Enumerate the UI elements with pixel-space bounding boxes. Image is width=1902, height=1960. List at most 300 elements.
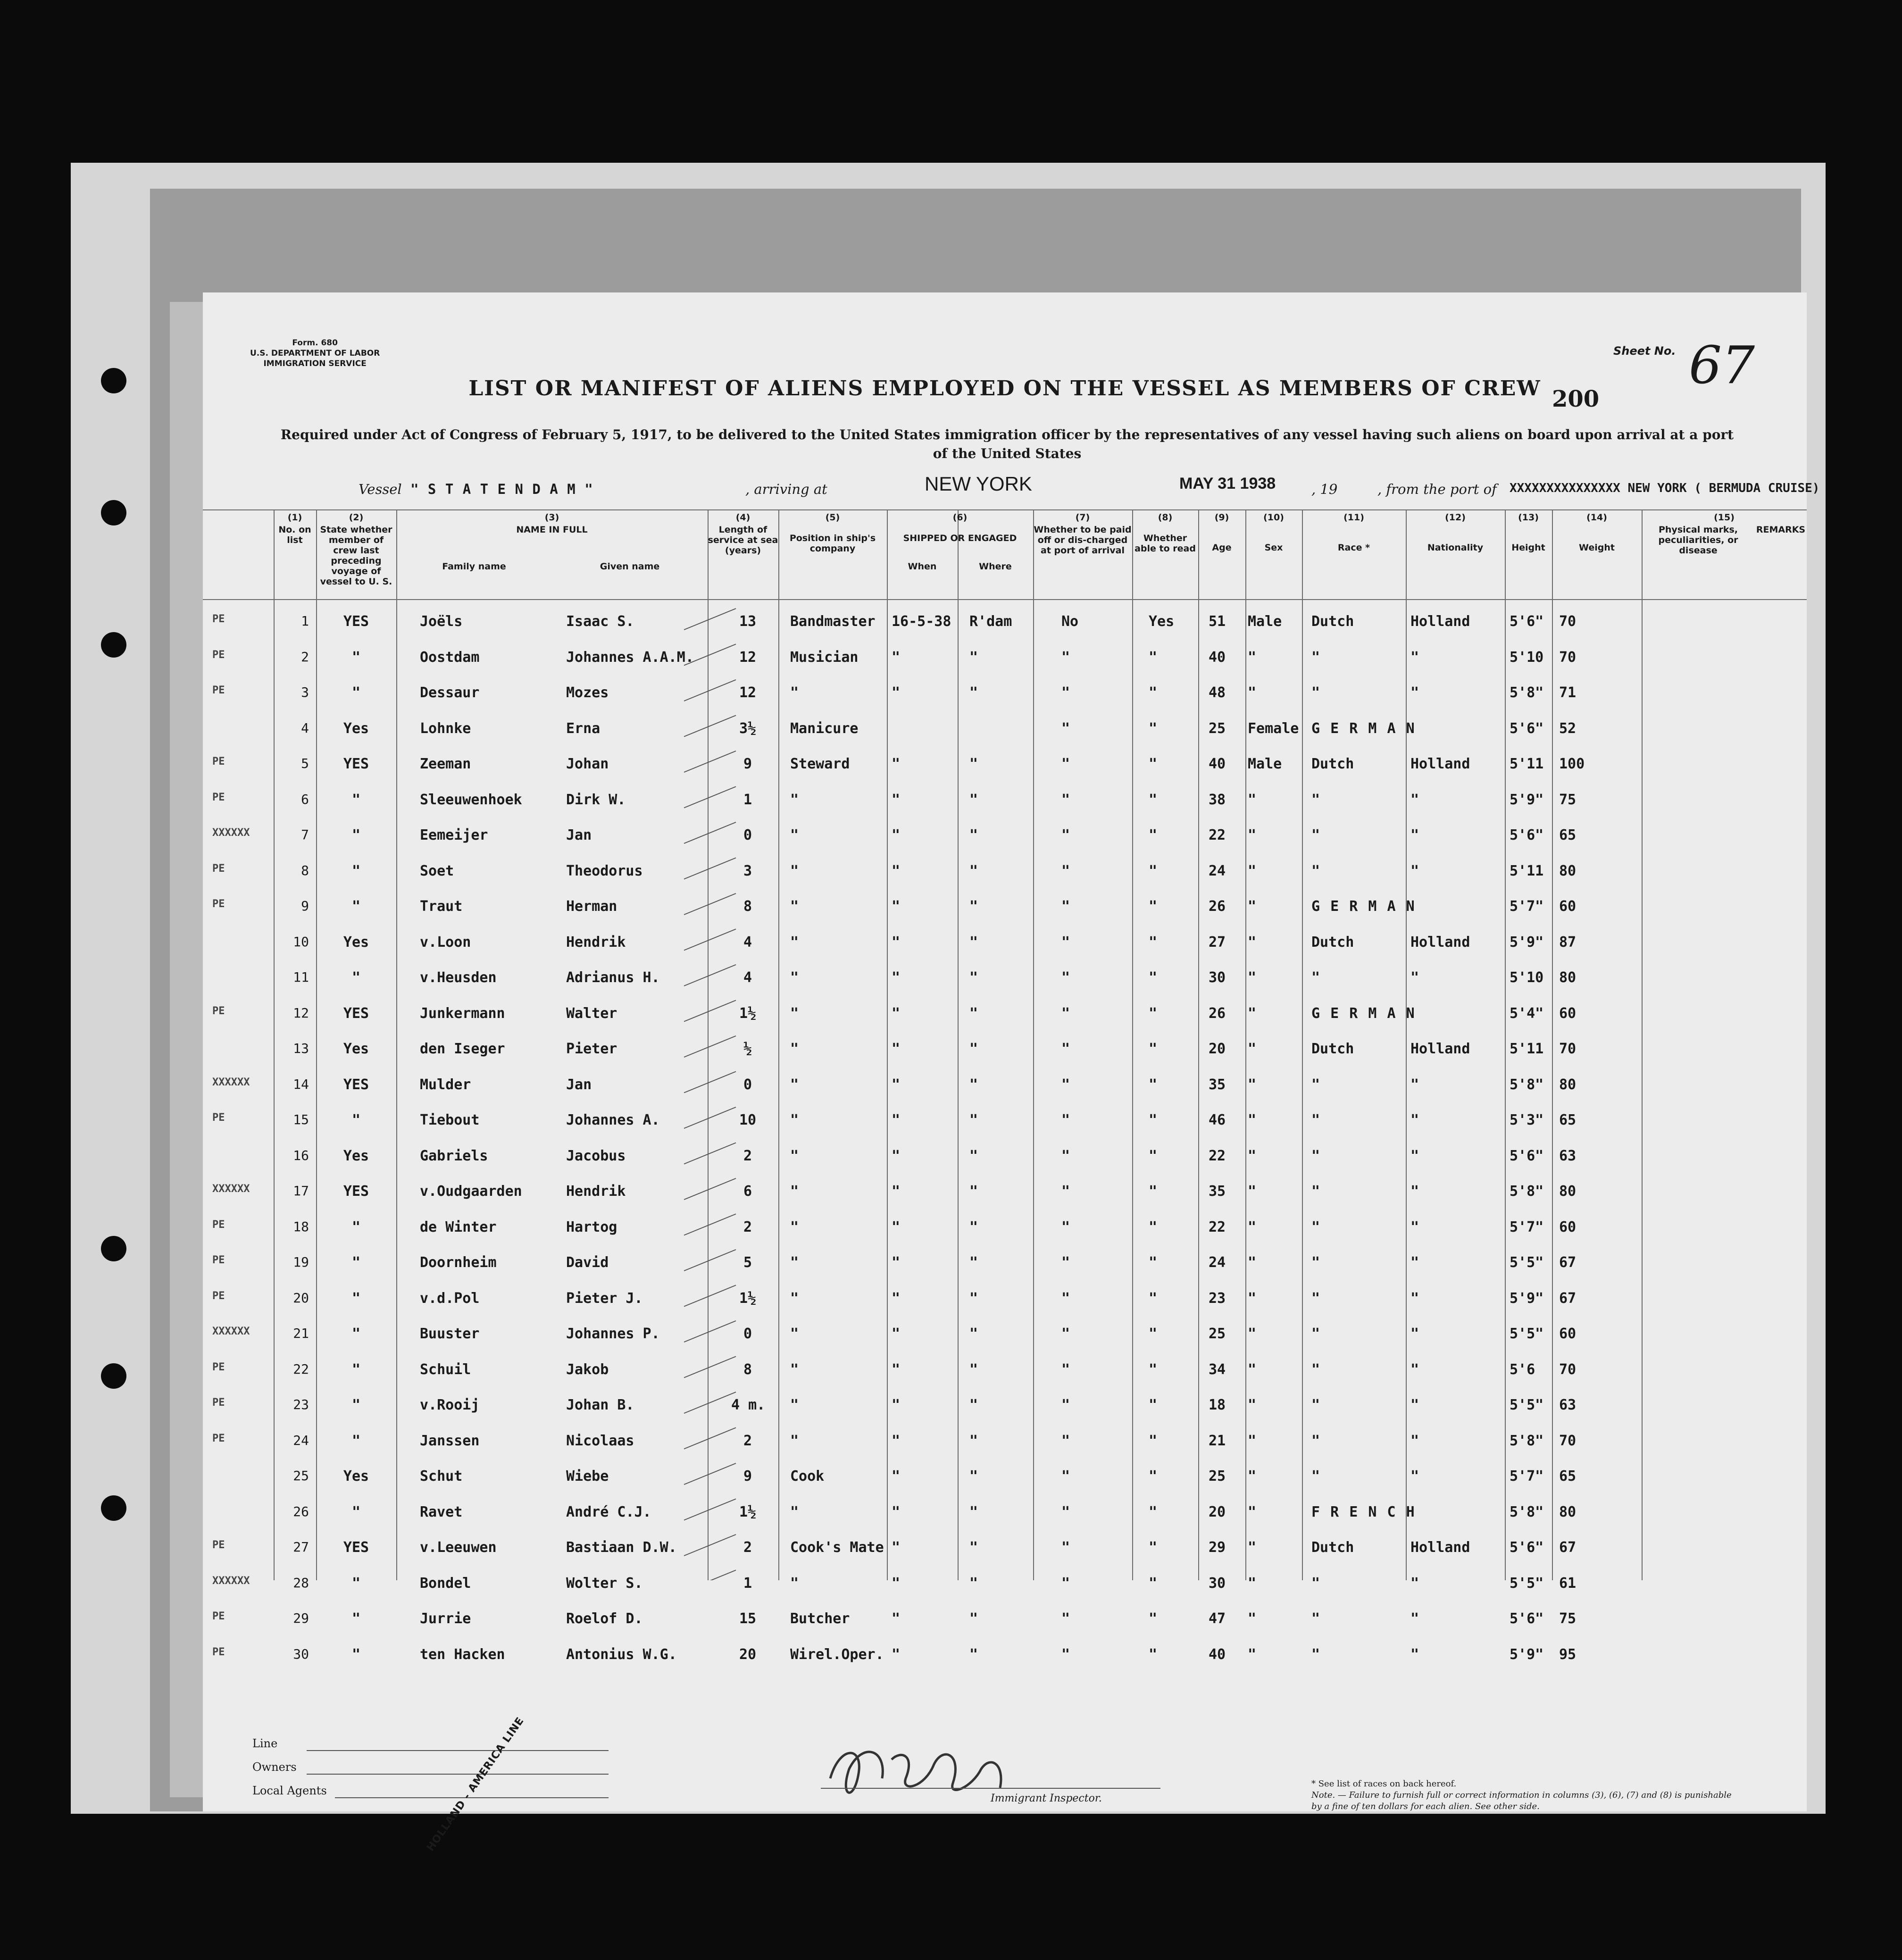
table-row bbox=[203, 604, 1807, 640]
row-length-of-service: 5 bbox=[743, 1254, 752, 1271]
row-able-to-read: " bbox=[1149, 756, 1158, 772]
row-sex: Male bbox=[1248, 756, 1282, 772]
row-age: 22 bbox=[1208, 827, 1226, 843]
row-shipped-when: " bbox=[892, 1005, 901, 1022]
row-given-name: Nicolaas bbox=[566, 1432, 634, 1449]
row-height: 5'9" bbox=[1510, 1290, 1544, 1307]
row-prior-voyage: " bbox=[351, 1646, 361, 1663]
row-race: " bbox=[1311, 969, 1320, 986]
row-paid-off: " bbox=[1061, 1005, 1070, 1022]
tally-mark bbox=[684, 822, 736, 843]
table-row bbox=[203, 1067, 1807, 1103]
row-paid-off: No bbox=[1061, 613, 1079, 630]
row-shipped-where: " bbox=[969, 1005, 978, 1022]
row-number: 11 bbox=[293, 969, 309, 985]
tally-mark bbox=[684, 1214, 736, 1235]
row-height: 5'5" bbox=[1510, 1254, 1544, 1271]
row-sex: Female bbox=[1248, 720, 1299, 737]
row-number: 29 bbox=[293, 1610, 309, 1626]
tally-mark bbox=[684, 1570, 736, 1581]
header-no-on-list: No. on list bbox=[278, 525, 311, 545]
row-prior-voyage: YES bbox=[343, 1005, 369, 1022]
row-length-of-service: 2 bbox=[743, 1432, 752, 1449]
manifest-sheet bbox=[203, 292, 1820, 1854]
from-label: , from the port of bbox=[1377, 481, 1497, 497]
row-family-name: v.d.Pol bbox=[420, 1290, 480, 1307]
column-number: (12) bbox=[1445, 512, 1466, 523]
row-prior-voyage: Yes bbox=[343, 1041, 369, 1057]
row-mark: XXXXXX bbox=[212, 827, 250, 839]
row-shipped-where: " bbox=[969, 969, 978, 986]
column-number: (4) bbox=[735, 512, 751, 523]
date-stamp: MAY 31 1938 bbox=[1179, 475, 1276, 492]
row-able-to-read: " bbox=[1149, 1005, 1158, 1022]
row-length-of-service: 13 bbox=[739, 613, 757, 630]
row-sex: " bbox=[1248, 684, 1257, 701]
row-given-name: Johan bbox=[566, 756, 609, 772]
row-height: 5'5" bbox=[1510, 1326, 1544, 1342]
row-sex: " bbox=[1248, 1326, 1257, 1342]
row-family-name: Gabriels bbox=[420, 1147, 488, 1164]
row-number: 17 bbox=[293, 1183, 309, 1199]
row-height: 5'6" bbox=[1510, 720, 1544, 737]
tally-marks bbox=[675, 509, 769, 1580]
row-sex: Male bbox=[1248, 613, 1282, 630]
row-age: 25 bbox=[1208, 1326, 1226, 1342]
tally-mark bbox=[684, 751, 736, 772]
row-given-name: Jan bbox=[566, 827, 592, 843]
row-position: " bbox=[790, 1254, 799, 1271]
row-height: 5'8" bbox=[1510, 1183, 1544, 1200]
row-paid-off: " bbox=[1061, 1468, 1070, 1485]
inspector-signature bbox=[821, 1731, 1019, 1823]
row-shipped-when: " bbox=[892, 1076, 901, 1093]
row-position: " bbox=[790, 1397, 799, 1413]
punch-hole bbox=[101, 500, 126, 525]
tally-mark bbox=[684, 644, 736, 666]
header-position: Position in ship's company bbox=[789, 533, 876, 554]
row-length-of-service: 2 bbox=[743, 1218, 752, 1235]
manifest-subtitle: Required under Act of Congress of February 5, 1917, to be delivered to the United States immigration officer by the representatives of any vessel having such aliens on board upon arrival at a port of the United States bbox=[280, 427, 1734, 461]
row-weight: 70 bbox=[1559, 1432, 1577, 1449]
row-race: " bbox=[1311, 1290, 1320, 1307]
row-shipped-where: " bbox=[969, 1147, 978, 1164]
row-nationality: Holland bbox=[1410, 1041, 1470, 1057]
row-number: 19 bbox=[293, 1254, 309, 1270]
tally-mark bbox=[684, 965, 736, 986]
row-height: 5'6" bbox=[1510, 1147, 1544, 1164]
row-shipped-where: " bbox=[969, 827, 978, 843]
row-able-to-read: " bbox=[1149, 1183, 1158, 1200]
row-given-name: Dirk W. bbox=[566, 791, 626, 808]
row-age: 25 bbox=[1208, 1468, 1226, 1485]
row-number: 10 bbox=[293, 934, 309, 950]
row-paid-off: " bbox=[1061, 1183, 1070, 1200]
row-weight: 70 bbox=[1559, 649, 1577, 666]
row-position: " bbox=[790, 827, 799, 843]
row-weight: 67 bbox=[1559, 1290, 1577, 1307]
row-paid-off: " bbox=[1061, 1610, 1070, 1627]
row-number: 15 bbox=[293, 1112, 309, 1127]
row-paid-off: " bbox=[1061, 1147, 1070, 1164]
row-able-to-read: " bbox=[1149, 1112, 1158, 1128]
row-mark: PE bbox=[212, 1254, 225, 1266]
row-age: 23 bbox=[1208, 1290, 1226, 1307]
row-nationality: " bbox=[1410, 862, 1419, 879]
row-position: " bbox=[790, 1183, 799, 1200]
row-race: G E R M A N bbox=[1311, 720, 1416, 737]
row-prior-voyage: Yes bbox=[343, 1147, 369, 1164]
owners-label: Owners bbox=[252, 1760, 297, 1774]
row-able-to-read: " bbox=[1149, 1041, 1158, 1057]
footer-notes bbox=[1311, 1778, 1736, 1812]
row-able-to-read: Yes bbox=[1149, 613, 1175, 630]
row-family-name: Eemeijer bbox=[420, 827, 488, 843]
row-race: " bbox=[1311, 1397, 1320, 1413]
header-length-of-service: Length of service at sea (years) bbox=[708, 525, 778, 556]
vessel-line bbox=[359, 473, 1820, 505]
tally-mark bbox=[684, 1250, 736, 1271]
row-weight: 71 bbox=[1559, 684, 1577, 701]
row-paid-off: " bbox=[1061, 684, 1070, 701]
row-height: 5'6 bbox=[1510, 1361, 1535, 1378]
row-race: Dutch bbox=[1311, 934, 1354, 951]
row-paid-off: " bbox=[1061, 1646, 1070, 1663]
row-mark: PE bbox=[212, 1610, 225, 1622]
row-race: Dutch bbox=[1311, 1041, 1354, 1057]
row-given-name: Johan B. bbox=[566, 1397, 634, 1413]
row-shipped-where: " bbox=[969, 1432, 978, 1449]
row-prior-voyage: " bbox=[351, 969, 361, 986]
row-position: " bbox=[790, 1147, 799, 1164]
row-age: 20 bbox=[1208, 1503, 1226, 1520]
row-weight: 65 bbox=[1559, 827, 1577, 843]
row-given-name: Wiebe bbox=[566, 1468, 609, 1485]
row-length-of-service: 9 bbox=[743, 756, 752, 772]
row-nationality: " bbox=[1410, 1218, 1419, 1235]
row-age: 26 bbox=[1208, 898, 1226, 915]
row-sex: " bbox=[1248, 969, 1257, 986]
row-number: 16 bbox=[293, 1147, 309, 1163]
row-weight: 67 bbox=[1559, 1539, 1577, 1556]
row-age: 40 bbox=[1208, 756, 1226, 772]
line-label: Line bbox=[252, 1737, 278, 1750]
row-number: 18 bbox=[293, 1218, 309, 1234]
row-able-to-read: " bbox=[1149, 1610, 1158, 1627]
row-shipped-when: " bbox=[892, 1326, 901, 1342]
row-sex: " bbox=[1248, 1076, 1257, 1093]
row-position: Steward bbox=[790, 756, 850, 772]
front-form-id bbox=[250, 338, 380, 369]
table-row bbox=[203, 996, 1807, 1032]
header-height: Height bbox=[1511, 542, 1545, 553]
agents-label: Local Agents bbox=[252, 1784, 327, 1797]
row-height: 5'8" bbox=[1510, 1432, 1544, 1449]
row-race: " bbox=[1311, 1147, 1320, 1164]
row-length-of-service: 0 bbox=[743, 1326, 752, 1342]
row-nationality: " bbox=[1410, 1397, 1419, 1413]
tally-mark bbox=[684, 929, 736, 951]
header-physical-marks: Physical marks, peculiarities, or disease bbox=[1658, 525, 1738, 556]
row-nationality: " bbox=[1410, 1326, 1419, 1342]
row-given-name: Isaac S. bbox=[566, 613, 634, 630]
row-prior-voyage: " bbox=[351, 862, 361, 879]
row-sex: " bbox=[1248, 791, 1257, 808]
row-height: 5'7" bbox=[1510, 1218, 1544, 1235]
row-race: " bbox=[1311, 1326, 1320, 1342]
row-given-name: Johannes A. bbox=[566, 1112, 660, 1128]
row-length-of-service: 1½ bbox=[739, 1503, 757, 1520]
row-mark: PE bbox=[212, 613, 225, 625]
row-weight: 70 bbox=[1559, 1361, 1577, 1378]
row-sex: " bbox=[1248, 1147, 1257, 1164]
row-height: 5'7" bbox=[1510, 1468, 1544, 1485]
row-shipped-when: " bbox=[892, 934, 901, 951]
row-mark: XXXXXX bbox=[212, 1183, 250, 1195]
row-age: 48 bbox=[1208, 684, 1226, 701]
row-prior-voyage: YES bbox=[343, 756, 369, 772]
arriving-label: , arriving at bbox=[745, 481, 827, 497]
row-race: " bbox=[1311, 1254, 1320, 1271]
row-family-name: Buuster bbox=[420, 1326, 480, 1342]
row-weight: 100 bbox=[1559, 756, 1585, 772]
row-mark: PE bbox=[212, 1290, 225, 1302]
row-family-name: Bondel bbox=[420, 1575, 471, 1592]
row-able-to-read: " bbox=[1149, 1218, 1158, 1235]
row-number: 27 bbox=[293, 1539, 309, 1555]
row-prior-voyage: Yes bbox=[343, 934, 369, 951]
row-length-of-service: 9 bbox=[743, 1468, 752, 1485]
row-paid-off: " bbox=[1061, 720, 1070, 737]
row-shipped-when: " bbox=[892, 1503, 901, 1520]
column-number: (10) bbox=[1263, 512, 1284, 523]
row-given-name: André C.J. bbox=[566, 1503, 651, 1520]
row-sex: " bbox=[1248, 1539, 1257, 1556]
row-shipped-where: " bbox=[969, 684, 978, 701]
row-shipped-when: " bbox=[892, 756, 901, 772]
row-shipped-when: " bbox=[892, 1468, 901, 1485]
table-row bbox=[203, 675, 1807, 711]
row-length-of-service: 4 bbox=[743, 969, 752, 986]
row-length-of-service: 2 bbox=[743, 1539, 752, 1556]
row-position: " bbox=[790, 1326, 799, 1342]
row-race: " bbox=[1311, 791, 1320, 808]
punch-hole bbox=[101, 1495, 126, 1521]
row-number: 12 bbox=[293, 1005, 309, 1021]
row-age: 35 bbox=[1208, 1183, 1226, 1200]
row-position: " bbox=[790, 898, 799, 915]
tally-mark bbox=[684, 1321, 736, 1342]
header-race: Race * bbox=[1337, 542, 1370, 553]
row-position: " bbox=[790, 684, 799, 701]
row-shipped-where: " bbox=[969, 1041, 978, 1057]
row-family-name: Tiebout bbox=[420, 1112, 480, 1128]
row-length-of-service: 3½ bbox=[739, 720, 757, 737]
row-height: 5'9" bbox=[1510, 791, 1544, 808]
row-paid-off: " bbox=[1061, 1539, 1070, 1556]
tally-mark bbox=[684, 1535, 736, 1556]
row-nationality: " bbox=[1410, 1076, 1419, 1093]
row-position: Butcher bbox=[790, 1610, 850, 1627]
row-position: " bbox=[790, 1432, 799, 1449]
row-number: 26 bbox=[293, 1503, 309, 1519]
row-weight: 75 bbox=[1559, 791, 1577, 808]
row-able-to-read: " bbox=[1149, 1290, 1158, 1307]
table-row bbox=[203, 1494, 1807, 1530]
row-age: 21 bbox=[1208, 1432, 1226, 1449]
row-sex: " bbox=[1248, 827, 1257, 843]
row-number: 14 bbox=[293, 1076, 309, 1092]
row-able-to-read: " bbox=[1149, 1432, 1158, 1449]
row-sex: " bbox=[1248, 862, 1257, 879]
row-weight: 80 bbox=[1559, 969, 1577, 986]
inspector-rule bbox=[821, 1788, 1160, 1789]
inspector-label: Immigrant Inspector. bbox=[991, 1793, 1102, 1804]
row-shipped-when: " bbox=[892, 1361, 901, 1378]
row-family-name: Ravet bbox=[420, 1503, 463, 1520]
row-height: 5'9" bbox=[1510, 1646, 1544, 1663]
row-shipped-where: " bbox=[969, 1183, 978, 1200]
row-weight: 87 bbox=[1559, 934, 1577, 951]
row-sex: " bbox=[1248, 1112, 1257, 1128]
row-family-name: Dessaur bbox=[420, 684, 480, 701]
arrival-port: NEW YORK bbox=[925, 473, 1032, 495]
row-given-name: Pieter J. bbox=[566, 1290, 643, 1307]
row-length-of-service: 2 bbox=[743, 1147, 752, 1164]
row-weight: 80 bbox=[1559, 1503, 1577, 1520]
row-mark: PE bbox=[212, 862, 225, 875]
row-paid-off: " bbox=[1061, 1575, 1070, 1592]
row-race: " bbox=[1311, 1183, 1320, 1200]
row-paid-off: " bbox=[1061, 898, 1070, 915]
tally-mark bbox=[684, 1285, 736, 1307]
row-mark: PE bbox=[212, 1646, 225, 1658]
row-paid-off: " bbox=[1061, 1112, 1070, 1128]
row-shipped-when: " bbox=[892, 1646, 901, 1663]
column-number: (8) bbox=[1158, 512, 1173, 523]
column-number: (13) bbox=[1518, 512, 1539, 523]
row-mark: PE bbox=[212, 1397, 225, 1409]
row-prior-voyage: YES bbox=[343, 613, 369, 630]
row-prior-voyage: " bbox=[351, 649, 361, 666]
row-prior-voyage: " bbox=[351, 1397, 361, 1413]
row-given-name: Hendrik bbox=[566, 934, 626, 951]
row-length-of-service: ½ bbox=[743, 1041, 752, 1057]
row-paid-off: " bbox=[1061, 1432, 1070, 1449]
row-shipped-when: 16-5-38 bbox=[892, 613, 951, 630]
header-able-to-read: Whether able to read bbox=[1135, 533, 1196, 554]
row-prior-voyage: " bbox=[351, 1326, 361, 1342]
row-given-name: Walter bbox=[566, 1005, 617, 1022]
row-prior-voyage: Yes bbox=[343, 720, 369, 737]
table-row bbox=[203, 1102, 1807, 1138]
row-nationality: " bbox=[1410, 1290, 1419, 1307]
row-given-name: Johannes A.A.M. bbox=[566, 649, 694, 666]
row-shipped-when: " bbox=[892, 1397, 901, 1413]
page-stamp-number: 200 bbox=[1552, 386, 1600, 412]
header-when: When bbox=[908, 561, 937, 572]
row-sex: " bbox=[1248, 1290, 1257, 1307]
table-row bbox=[203, 1530, 1807, 1566]
row-given-name: Roelof D. bbox=[566, 1610, 643, 1627]
row-age: 27 bbox=[1208, 934, 1226, 951]
header-age: Age bbox=[1212, 542, 1232, 553]
row-weight: 63 bbox=[1559, 1397, 1577, 1413]
row-race: " bbox=[1311, 1218, 1320, 1235]
row-family-name: Zeeman bbox=[420, 756, 471, 772]
row-shipped-when: " bbox=[892, 1254, 901, 1271]
tally-mark bbox=[684, 1428, 736, 1449]
row-shipped-where: " bbox=[969, 1503, 978, 1520]
row-nationality: " bbox=[1410, 1468, 1419, 1485]
row-position: " bbox=[790, 1041, 799, 1057]
row-weight: 70 bbox=[1559, 613, 1577, 630]
row-given-name: Wolter S. bbox=[566, 1575, 643, 1592]
row-paid-off: " bbox=[1061, 1218, 1070, 1235]
column-number: (14) bbox=[1586, 512, 1607, 523]
row-prior-voyage: " bbox=[351, 827, 361, 843]
row-length-of-service: 1½ bbox=[739, 1005, 757, 1022]
row-sex: " bbox=[1248, 1610, 1257, 1627]
row-age: 34 bbox=[1208, 1361, 1226, 1378]
row-prior-voyage: " bbox=[351, 1254, 361, 1271]
row-nationality: Holland bbox=[1410, 934, 1470, 951]
row-mark: XXXXXX bbox=[212, 1326, 250, 1337]
column-number: (11) bbox=[1343, 512, 1364, 523]
row-race: Dutch bbox=[1311, 1539, 1354, 1556]
tally-mark bbox=[684, 1392, 736, 1413]
row-given-name: Hendrik bbox=[566, 1183, 626, 1200]
row-sex: " bbox=[1248, 1503, 1257, 1520]
row-length-of-service: 0 bbox=[743, 1076, 752, 1093]
table-row bbox=[203, 1209, 1807, 1245]
header-given-name: Given name bbox=[600, 561, 660, 572]
row-number: 8 bbox=[301, 862, 309, 878]
sheet-number: 67 bbox=[1689, 335, 1755, 395]
crew-table bbox=[203, 509, 1807, 1663]
row-age: 30 bbox=[1208, 1575, 1226, 1592]
table-row bbox=[203, 746, 1807, 782]
row-sex: " bbox=[1248, 1254, 1257, 1271]
row-paid-off: " bbox=[1061, 934, 1070, 951]
row-number: 22 bbox=[293, 1361, 309, 1377]
row-given-name: Johannes P. bbox=[566, 1326, 660, 1342]
row-race: Dutch bbox=[1311, 613, 1354, 630]
row-race: " bbox=[1311, 1432, 1320, 1449]
header-rule bbox=[203, 509, 1807, 510]
table-row bbox=[203, 1245, 1807, 1281]
row-sex: " bbox=[1248, 934, 1257, 951]
row-position: Manicure bbox=[790, 720, 859, 737]
row-number: 7 bbox=[301, 827, 309, 842]
row-race: " bbox=[1311, 1076, 1320, 1093]
row-number: 3 bbox=[301, 684, 309, 700]
signature-scribble bbox=[821, 1731, 1019, 1816]
row-nationality: " bbox=[1410, 1361, 1419, 1378]
row-weight: 70 bbox=[1559, 1041, 1577, 1057]
row-shipped-where: " bbox=[969, 1468, 978, 1485]
row-weight: 65 bbox=[1559, 1468, 1577, 1485]
column-number: (2) bbox=[349, 512, 364, 523]
row-shipped-when: " bbox=[892, 1147, 901, 1164]
punch-hole bbox=[101, 1236, 126, 1261]
row-length-of-service: 6 bbox=[743, 1183, 752, 1200]
row-family-name: Lohnke bbox=[420, 720, 471, 737]
row-length-of-service: 4 m. bbox=[731, 1397, 766, 1413]
table-row bbox=[203, 1459, 1807, 1494]
row-length-of-service: 8 bbox=[743, 1361, 752, 1378]
row-shipped-when: " bbox=[892, 862, 901, 879]
